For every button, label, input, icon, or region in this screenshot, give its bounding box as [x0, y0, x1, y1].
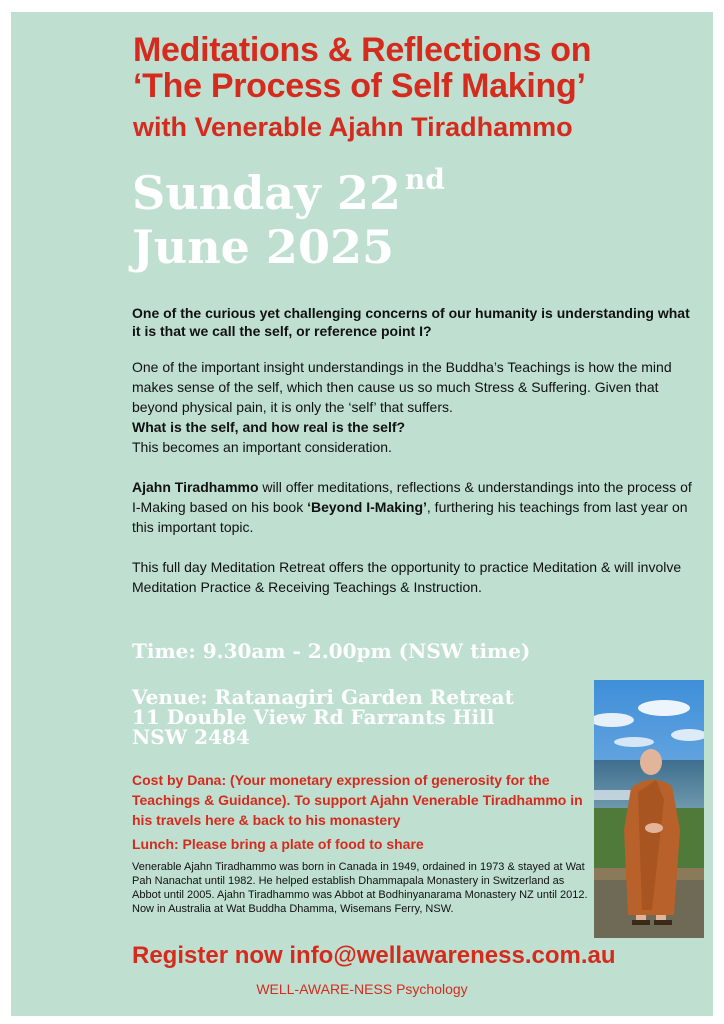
venue-line-3: NSW 2484 [132, 725, 250, 749]
intro-paragraph-2: One of the important insight understandings in the Buddha’s Teachings is how the mind makes sense of the self, which then cause us so much Stress & Suffering. Given that beyond physical pain, it is only the ‘self’ that suffers. What is the self, and how real is the self? This becomes an important consideration. [132, 359, 672, 455]
organisation-name: WELL-AWARE-NESS Psychology [256, 981, 468, 997]
teacher-bio: Venerable Ajahn Tiradhammo was born in Canada in 1949, ordained in 1973 & stayed at Wat Pah Nanachat until 1982. He helped establish Dhammapala Monastery in Switzerland as Abbot until 2005. Ajahn Tiradhammo was Abbot at Bodhinyanarama Monastery NZ until 2012. Now in Australia at Wat Buddha Dhamma, Wisemans Ferry, NSW. [132, 861, 588, 915]
lunch-info: Lunch: Please bring a plate of food to share [132, 836, 424, 852]
title-line-2: ‘The Process of Self Making’ [133, 67, 586, 105]
event-time: Time: 9.30am - 2.00pm (NSW time) [132, 639, 531, 663]
register-call-to-action: Register now info@wellawareness.com.au [132, 942, 616, 969]
teacher-photo [594, 680, 704, 938]
cost-info: Cost by Dana: (Your monetary expression of generosity for the Teachings & Guidance). To support Ajahn Venerable Tiradhammo in his travels here & back to his monastery [132, 772, 583, 828]
intro-paragraph-3: Ajahn Tiradhammo will offer meditations, reflections & understandings into the process of I-Making based on his book ‘Beyond I-Making’, furthering his teachings from last year on this important topic. [132, 479, 692, 535]
subtitle-speaker: with Venerable Ajahn Tiradhammo [133, 112, 573, 142]
intro-paragraph-4: This full day Meditation Retreat offers the opportunity to practice Meditation & will involve Meditation Practice & Receiving Teachings & Instruction. [132, 559, 682, 595]
intro-lead: One of the curious yet challenging concerns of our humanity is understanding what it is that we call the self, or reference point I? [132, 305, 690, 339]
venue-line-2: 11 Double View Rd Farrants Hill [132, 705, 495, 729]
title-line-1: Meditations & Reflections on [133, 31, 592, 69]
venue-line-1: Venue: Ratanagiri Garden Retreat [132, 685, 514, 709]
event-date-line-2: June 2025 [132, 220, 394, 274]
event-date-line-1: Sunday 22 $^{nd}$ [132, 163, 445, 220]
flyer [11, 12, 713, 1016]
